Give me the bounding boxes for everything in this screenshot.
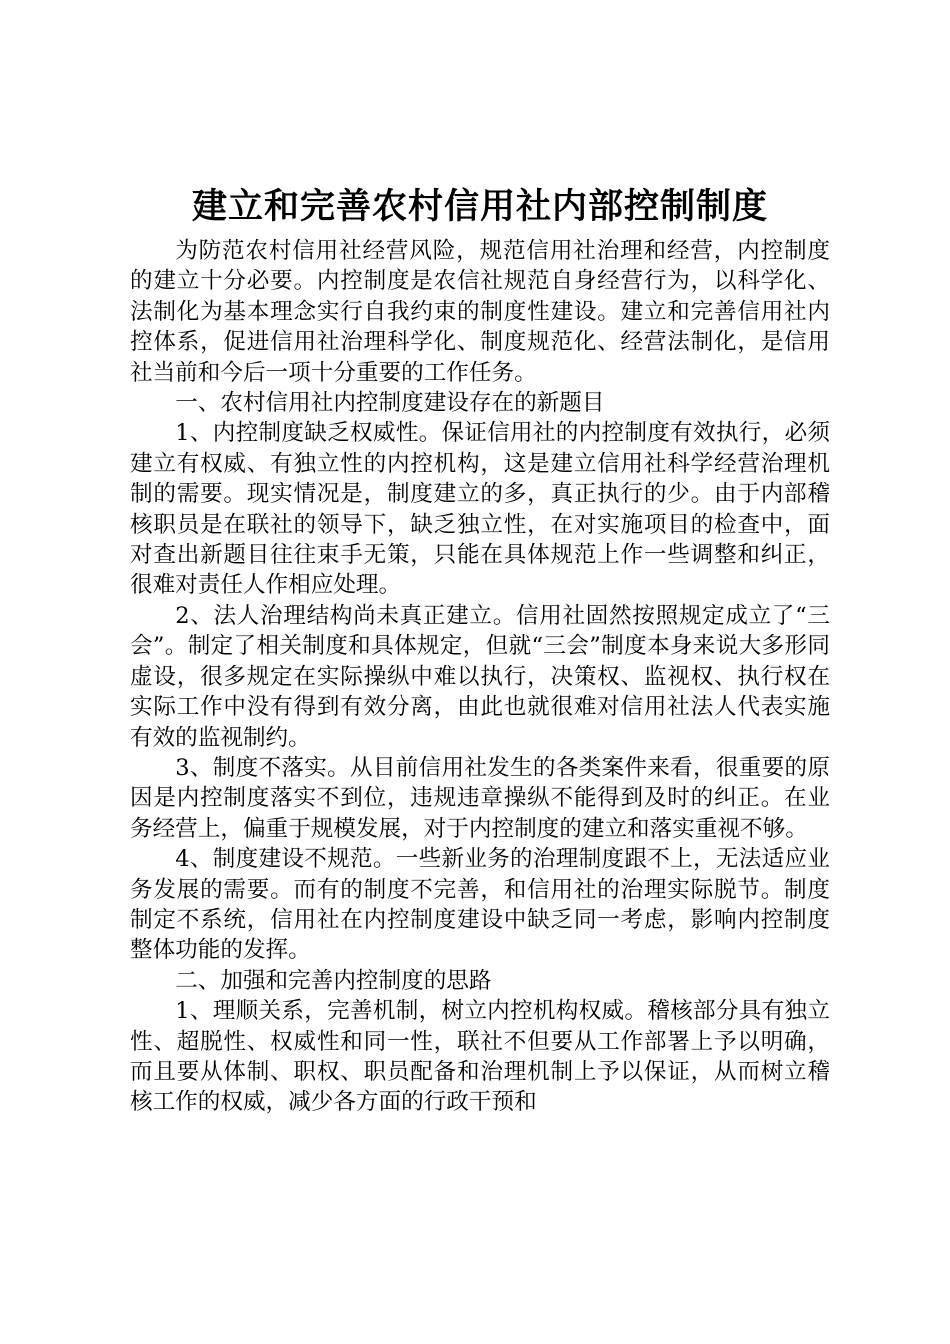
document-title: 建立和完善农村信用社内部控制制度	[191, 186, 768, 227]
paragraph-1-2: 2、法人治理结构尚未真正建立。信用社固然按照规定成立了“三会”。制定了相关制度和具体规定，但就“三会”制度本身来说大多形同虚设，很多规定在实际操纵中难以执行，决策权、监视权、执行权在实际工作中没有得到有效分离，由此也就很难对信用社法人代表实施有效的监视制约。	[130, 602, 830, 751]
paragraph-1-4: 4、制度建设不规范。一些新业务的治理制度跟不上，无法适应业务发展的需要。而有的制度不完善，和信用社的治理实际脱节。制度制定不系统，信用社在内控制度建设中缺乏同一考虑，影响内控制度整体功能的发挥。	[130, 846, 830, 964]
paragraph-2-1: 1、理顺关系，完善机制，树立内控机构权威。稽核部分具有独立性、超脱性、权威性和同一性，联社不但要从工作部署上予以明确，而且要从体制、职权、职员配备和治理机制上予以保证，从而树立稽核工作的权威，减少各方面的行政干预和	[130, 998, 830, 1116]
section-heading-2: 二、加强和完善内控制度的思路	[175, 967, 492, 994]
paragraph-1-3: 3、制度不落实。从目前信用社发生的各类案件来看，很重要的原因是内控制度落实不到位，违规违章操纵不能得到及时的纠正。在业务经营上，偏重于规模发展，对于内控制度的建立和落实重视不够。	[130, 754, 830, 842]
section-heading-1: 一、农村信用社内控制度建设存在的新题目	[175, 390, 605, 417]
document-page	[130, 182, 830, 1118]
paragraph-1-1: 1、内控制度缺乏权威性。保证信用社的内控制度有效执行，必须建立有权威、有独立性的内控机构，这是建立信用社科学经营治理机制的需要。现实情况是，制度建立的多，真正执行的少。由于内部稽核职员是在联社的领导下，缺乏独立性，在对实施项目的检查中，面对查出新题目往往束手无策，只能在具体规范上作一些调整和纠正，很难对责任人作相应处理。	[130, 420, 830, 599]
paragraph-intro: 为防范农村信用社经营风险，规范信用社治理和经营，内控制度的建立十分必要。内控制度是农信社规范自身经营行为，以科学化、法制化为基本理念实行自我约束的制度性建设。建立和完善信用社内控体系，促进信用社治理科学化、制度规范化、经营法制化，是信用社当前和今后一项十分重要的工作任务。	[130, 238, 830, 386]
